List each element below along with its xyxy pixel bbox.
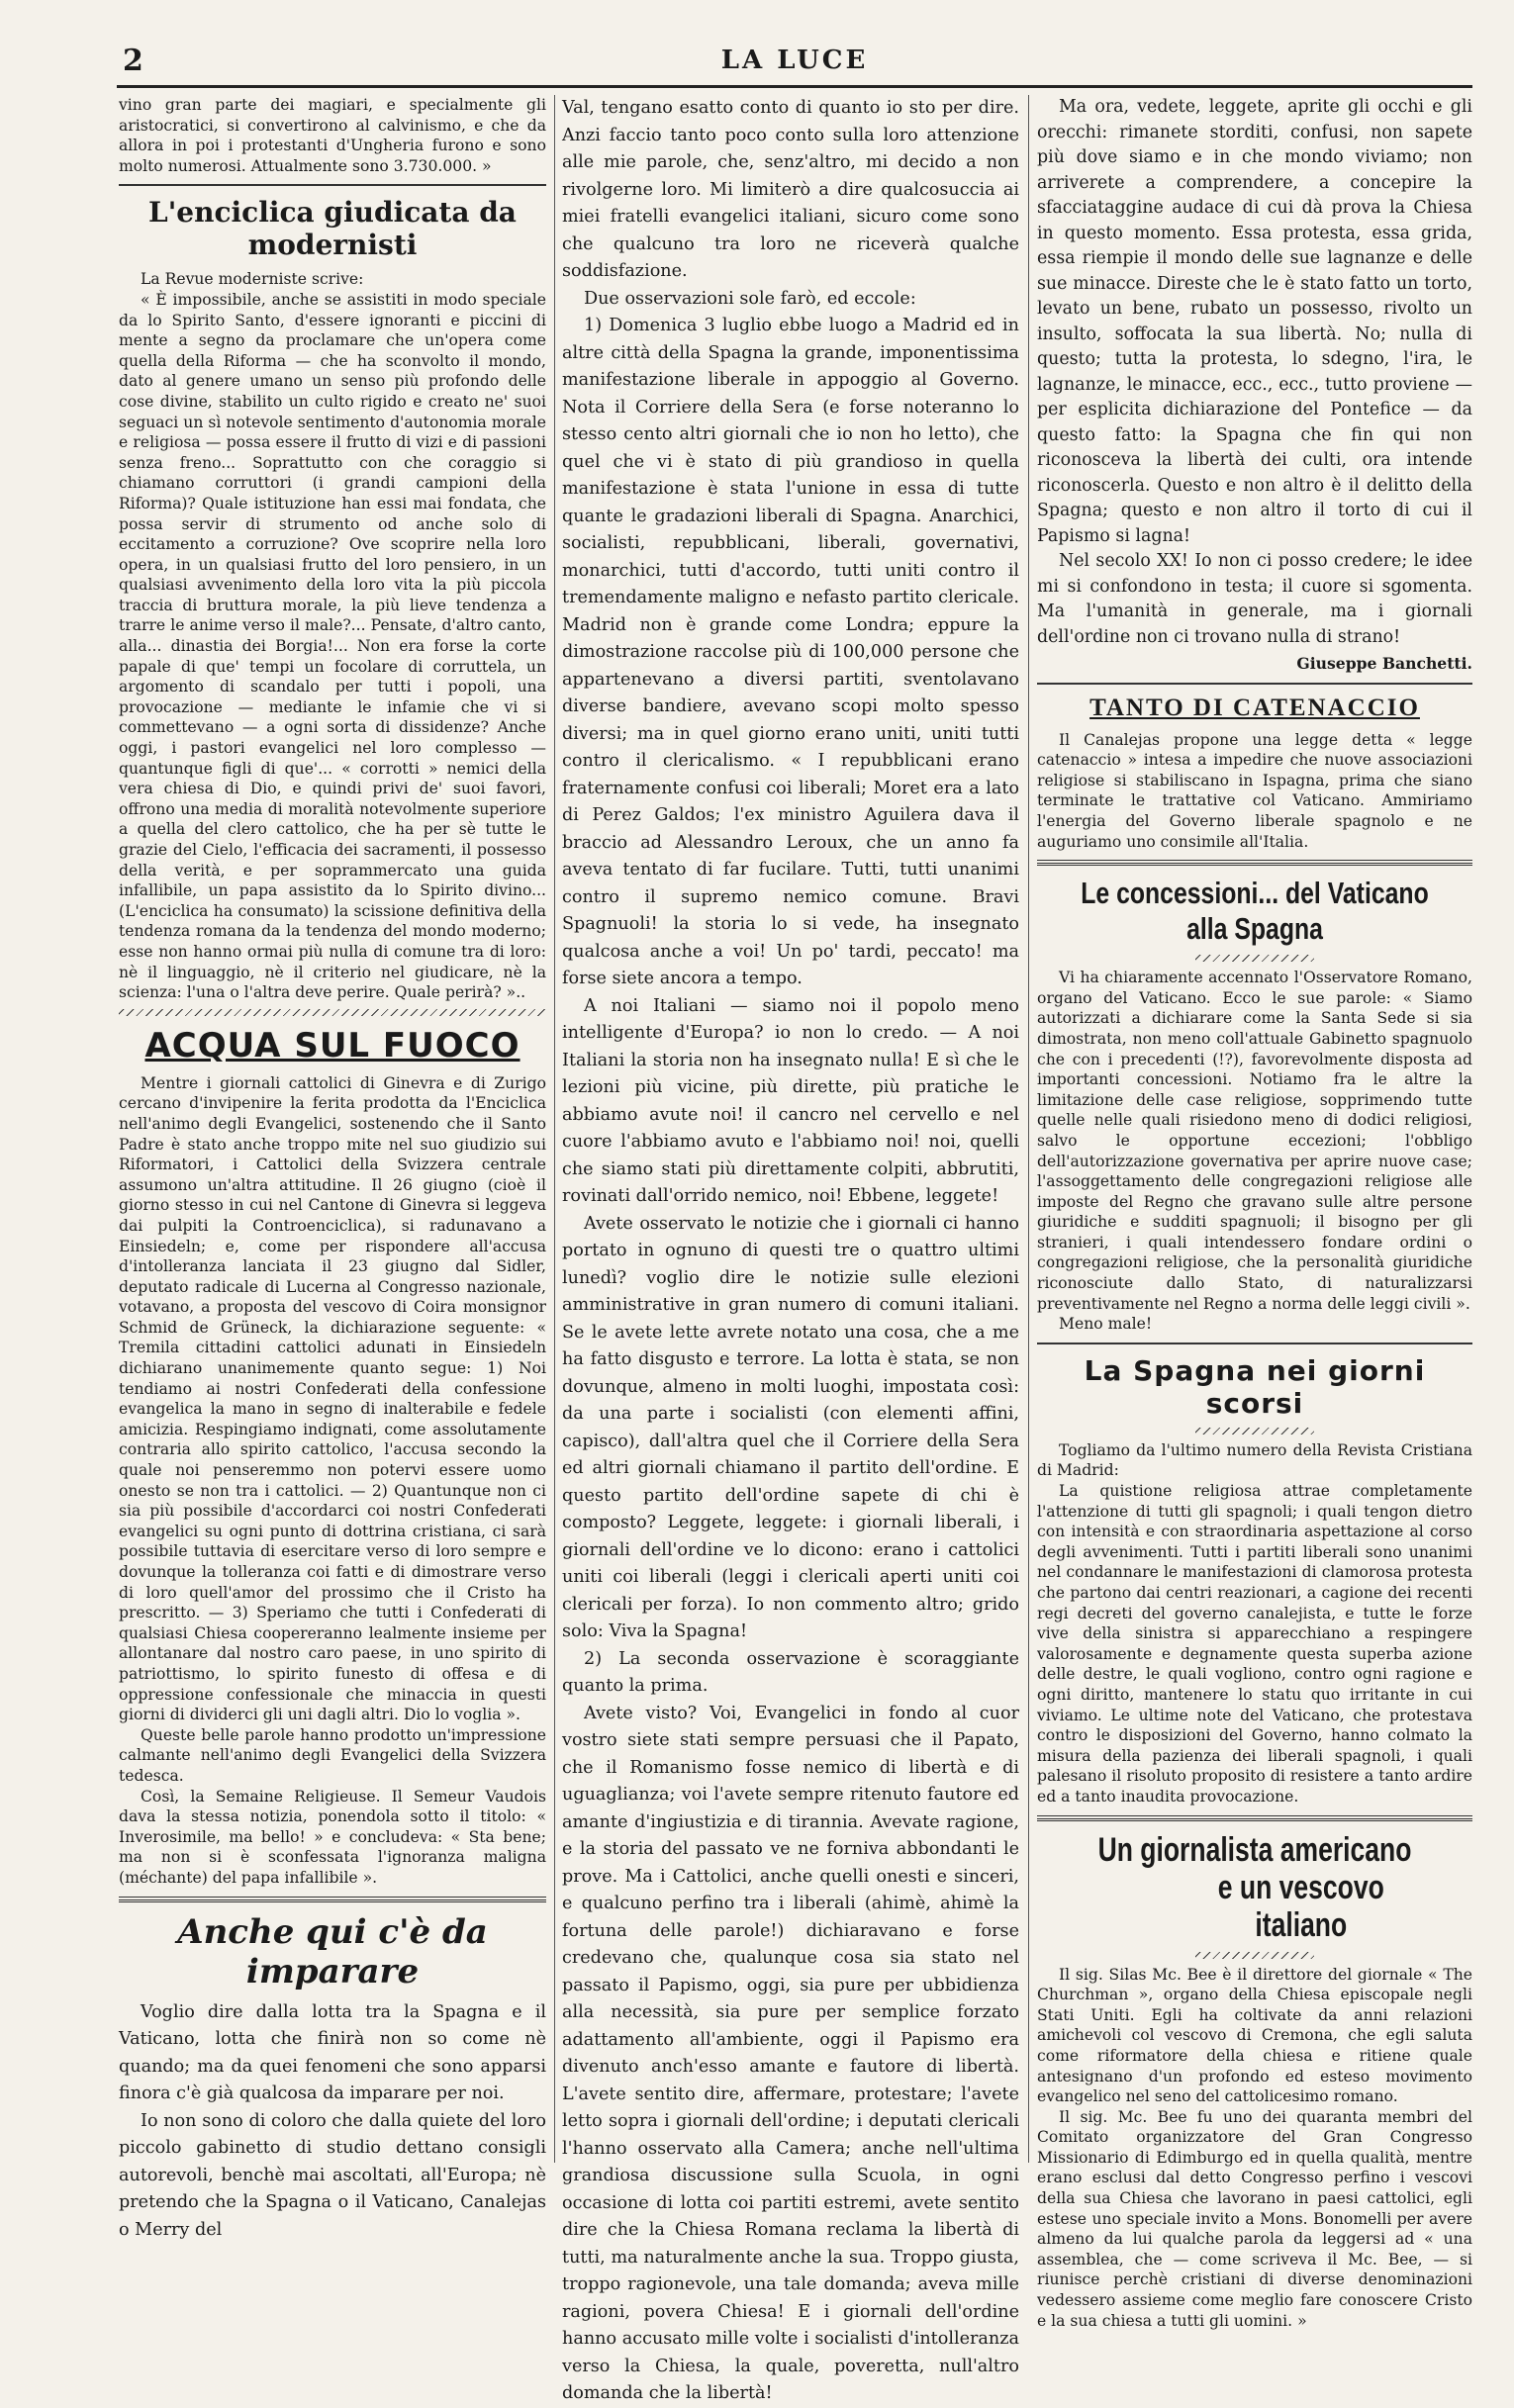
article-paragraph: Mentre i giornali cattolici di Ginevra e di Zurigo cercano d'invipenire la ferita prodotta da l'Enciclica nell'animo degli Evangelici, sostenendo che il Santo Padre è stato anche troppo mite nel suo giudizio sui Riformatori, i Cattolici della Svizzera centrale assumono un'altra attitudine. Il 26 giugno (cioè il giorno stesso in cui nel Cantone di Ginevra si leggeva dai pulpiti la Controenciclica), si radunavano a Einsiedeln; e, come per rispondere all'accusa d'intolleranza lanciata il 23 giugno dal Sidler, deputato radicale di Lucerna al Congresso nazionale, votavano, a proposta del vescovo di Coira monsignor Schmid de Grüneck, la dichiarazione seguente: « Tremila cittadini cattolici adunati in Einsiedeln dichiarano unanimemente quanto segue: 1) Noi tendiamo ai nostri Confederati della confessione evangelica la mano in segno di inalterabile e fedele amicizia. Respingiamo indignati, come assolutamente contraria allo spirito cattolico, l'accusa secondo la quale noi penseremmo non potervi essere uomo onesto se non tra i cattolici. — 2) Quantunque non ci sia più possibile d'accordarci coi nostri Confederati evangelici su ogni punto di dottrina cristiana, ci sarà possibile tuttavia di esercitare verso di loro sempre e dovunque la tolleranza coi fatti e di dimostrare verso di loro quell'amor del prossimo che il Cristo ha prescritto. — 3) Speriamo che tutti i Confederati di qualsiasi Chiesa coopereranno lealmente insieme per allontanare dal nostro caro paese, in uno spirito di patriottismo, lo spirito funesto di offesa e di oppressione confessionale che minaccia in questi giorni di dividerci gli uni dagli altri. Dio lo voglia ». [119,1073,546,1724]
column-divider-1 [554,95,555,2163]
article-paragraph: Avete visto? Voi, Evangelici in fondo al cuor vostro siete stati sempre persuasi che il Papato, che il Romanismo fosse nemico di libertà e di uguaglianza; voi l'avete sempre ritenuto fautore ed amante d'ingiustizia e di tirannia. Avevate ragione, e la storia del passato ve ne forniva abbondanti le prove. Ma i Cattolici, anche quelli onesti e sinceri, e qualcuno perfino tra i liberali (ahimè, ahimè la fortuna delle parole!) dichiaravano e forse credevano che, qualunque cosa sia stato nel passato il Papismo, oggi, sia pure per ubbidienza alla necessità, sia pure per semplice forzato adattamento all'ambiente, oggi il Papismo era divenuto anch'esso amante e fautore di libertà. L'avete sentito dire, affermare, protestare; l'avete letto sopra i giornali dell'ordine; i deputati clericali l'hanno osservato alla Camera; anche nell'ultima grandiosa discussione sulla Scuola, in ogni occasione di lotta coi partiti estremi, avete sentito dire che la Chiesa Romana reclama la libertà di tutti, ma naturalmente anche la sua. Troppo giusta, troppo ragionevole, una tale domanda; aveva mille ragioni, povera Chiesa! E i giornali dell'ordine hanno accusato mille volte i socialisti d'intolleranza verso la Chiesa, la quale, poveretta, null'altro domanda che la libertà! [562,1703,1019,2403]
section-rule [1037,683,1472,685]
article-imparare [119,1912,546,2245]
paper-name: LA LUCE [720,46,869,75]
article-paragraph: Voglio dire dalla lotta tra la Spagna e il Vaticano, lotta che finirà non so come nè quando; ma da quei fenomeni che sono apparsi finora c'è già qualcosa da imparare per noi. [119,2001,546,2103]
title-ornament [1195,1428,1314,1435]
article-title: Le concessioni... del Vaticano alla Spagna [1081,876,1429,947]
article-acqua [119,1026,546,1889]
column-3 [1037,95,1472,2330]
article-paragraph: Due osservazioni sole farò, ed eccole: [584,288,916,309]
section-rule [1037,1343,1472,1344]
article-title: ACQUA SUL FUOCO [144,1025,520,1065]
article-body: Il Canalejas propone una legge detta « legge catenaccio » intesa a impedire che nuove associazioni religiose si stabiliscano in Ispagna, prima che siano terminate le trattative col Vaticano. Ammiriamo l'energia del Governo liberale spagnolo e ne auguriamo uno consimile all'Italia. [1037,730,1472,851]
article-giornalista [1037,1831,1472,2332]
article-title: La Spagna nei giorni scorsi [1084,1353,1426,1420]
title-line-2: e un vescovo italiano [1217,1868,1384,1944]
intro-paragraph: vino gran parte dei magiari, e specialmente gli aristocratici, si convertirono al calvinismo, e che da allora in poi i protestanti d'Ungheria furono e sono molto numerosi. Attualmente sono 3.730.000. » [119,96,546,175]
column-1 [119,95,546,2240]
article-paragraph: Così, la Semaine Religieuse. Il Semeur Vaudois dava la stessa notizia, ponendola sotto il titolo: « Inverosimile, ma bello! » e concludeva: « Sta bene; ma non si è sconfessata l'ignoranza maligna (méchante) del papa infallibile ». [119,1787,546,1887]
article-title: Anche qui c'è da imparare [177,1911,488,1991]
article-paragraph: 1) Domenica 3 luglio ebbe luogo a Madrid ed in altre città della Spagna la grande, imponentissima manifestazione liberale in appoggio al Governo. Nota il Corriere della Sera (e forse noteranno lo stesso cento altri giornali che io non ho letto), che quel che vi è stato di più grandioso in quella manifestazione è stata l'unione in essa di tutte quante le gradazioni liberali di Spagna. Anarchici, socialisti, repubblicani, liberali, governativi, monarchici, tutti d'accordo, tutti uniti contro il tremendamente maligno e nefasto partito clericale. Madrid non è grande come Londra; eppure la dimostrazione raccolse più di 100,000 persone che appartenevano a diversi partiti, sventolavano diverse bandiere, avevano scopi molto spesso diversi; ma in quel giorno erano uniti, uniti tutti contro il clericalismo. « I repubblicani erano fraternamente confusi coi liberali; Moret era a lato di Perez Galdos; l'ex ministro Aguilera dava il braccio ad Alessandro Leroux, che un anno fa aveva tentato di far fucilare. Tutti, tutti unanimi contro il supremo nemico comune. Bravi Spagnuoli! la storia lo si vede, ha insegnato qualcosa anche a voi! Un po' tardi, peccato! ma forse siete ancora a tempo. [562,316,1019,988]
article-paragraph: Avete osservato le notizie che i giornali ci hanno portato in ognuno di questi tre o quattro ultimi lunedì? voglio dire le notizie sulle elezioni amministrative in gran numero di comuni italiani. Se le avete lette avrete notato una cosa, che a me ha fatto disgusto e terrore. La lotta è stata, se non dovunque, almeno in molti luoghi, impostata così: da una parte i socialisti (con elementi affini, capisco), dall'altra quel che il Corriere della Sera ed altri giornali chiamano il partito dell'ordine. E questo partito dell'ordine sapete di chi è composto? Leggete, leggete: i giornali liberali, i giornali dell'ordine ve lo dicono: erano i cattolici uniti coi liberali (leggi i clericali aperti uniti coi clericali per forza). Io non commento altro; grido solo: Viva la Spagna! [562,1213,1019,1641]
article-concessioni [1037,876,1472,1335]
article-closing: Meno male! [1059,1315,1153,1334]
article-body: La quistione religiosa attrae completamente l'attenzione di tutti gli spagnoli; i quali tengon dietro con intensità e con straordinaria aspettazione al corso degli avvenimenti. Tutti i partiti liberali sono unanimi nel condannare le manifestazioni di clamorosa protesta che partono dai centri reazionari, a cagione dei recenti regi decreti del governo canalejista, e tutte le forze vive della sinistra si apparecchiano a respingere valorosamente e degnamente questa superba azione delle destre, le quali vogliono, contro ogni ragione e ogni diritto, mantenere lo statu quo irritante in cui viviamo. Le ultime note del Vaticano, che protestava contro le disposizioni del Governo, hanno colmato la misura della pazienza dei liberali spagnoli, i quali palesano il risoluto proposito di resistere a tanto ardire ed a tanto inaudita provocazione. [1037,1482,1472,1806]
article-paragraph: Nel secolo XX! Io non ci posso credere; le idee mi si confondono in testa; il cuore si sgomenta. Ma l'umanità in generale, ma i giornali dell'ordine non ci trovano nulla di strano! [1037,551,1472,647]
article-paragraph: Io non sono di coloro che dalla quiete del loro piccolo gabinetto di studio dettano consigli autorevoli, benchè mai ascoltati, all'Europa; nè pretendo che la Spagna o il Vaticano, Canalejas o Merry del [119,2110,546,2240]
article-paragraph: Queste belle parole hanno prodotto un'impressione calmante nell'animo degli Evangelici della Svizzera tedesca. [119,1725,546,1785]
article-paragraph: Val, tengano esatto conto di quanto io sto per dire. Anzi faccio tanto poco conto sulla loro attenzione alle mie parole, che, senz'altro, mi decido a non rivolgerne loro. Mi limiterò a dire qualcosuccia ai miei fratelli evangelici italiani, sicuro come sono che qualcuno tra loro ne riceverà qualche soddisfazione. [562,98,1019,281]
article-title: TANTO DI CATENACCIO [1089,694,1420,721]
page-number: 2 [123,44,143,78]
article-spagna [1037,1354,1472,1807]
article-body: « È impossibile, anche se assistiti in modo speciale da lo Spirito Santo, d'essere ignoranti e piccini di mente a segno da proclamare che un'opera come quella della Riforma — che ha sconvolto il mondo, dato al genere umano un senso più profondo delle cose divine, stabilito un culto rigido e creato ne' suoi seguaci un sì notevole sentimento d'autonomia morale e religiosa — possa essere il frutto di vizi e di passioni senza freno... Soprattutto con che coraggio si chiamano corruttori (i grandi campioni della Riforma)? Quale istituzione han essi mai fondata, che possa servir di strumento od anche solo di eccitamento a corruzione? Ove scoprire nella loro opera, in un qualsiasi frutto del loro pensiero, in un qualsiasi avvenimento della loro vita la più piccola traccia di bruttura morale, la più lieve tendenza a trarre le anime verso il male?... Pensate, d'altro canto, alla... dinastia dei Borgia!... Non era forse la corte papale di que' tempi un focolare di corruttela, un argomento di scandalo per tutti i popoli, una provocazione — mediante le infamie che vi si commettevano — a ogni sorta di dissidenze? Anche oggi, i pastori evangelici nel loro complesso — quantunque figli di que'... « corrotti » nemici della vera chiesa di Dio, e quindi privi de' suoi favori, offrono una media di moralità notevolmente superiore a quella del clero cattolico, che ha per sè tutte le grazie del Cielo, l'efficacia dei sacramenti, il possesso della verità, e per soprammercato una guida infallibile, un papa assistito da lo Spirito divino... (L'enciclica ha consumato) la scissione definitiva della tendenza romana da la tendenza del mondo moderno; esse non hanno ormai più nulla di comune tra di loro: nè il linguaggio, nè il criterio nel giudicare, nè la scienza: l'una o l'altra deve perire. Quale perirà? ».. [119,290,546,1002]
column-2 [562,95,1019,2403]
article-enciclica [119,196,546,1002]
article-title: L'enciclica giudicata da modernisti [148,196,517,262]
title-line-1: Un giornalista americano [1097,1830,1412,1869]
article-lead: Togliamo da l'ultimo numero della Revista Cristiana di Madrid: [1037,1440,1472,1480]
section-divider [119,1009,546,1016]
title-ornament [1195,1952,1314,1959]
article-lead: La Revue moderniste scrive: [141,270,364,289]
section-rule [119,184,546,186]
author-signature: Giuseppe Banchetti. [1296,654,1472,673]
article-continuation [1037,95,1472,675]
article-paragraph: A noi Italiani — siamo noi il popolo meno intelligente d'Europa? io non lo credo. — A noi Italiani la storia non ha insegnato nulla! E sì che le lezioni più vicine, più dirette, più pratiche le abbiamo avute noi! il cancro nel cervello e nel cuore l'abbiamo avuto e l'abbiamo noi! noi, quelli che siamo stati più direttamente colpiti, abbrutiti, rovinati dall'orrido nemico, noi! Ebbene, leggete! [562,995,1019,1206]
article-body: Vi ha chiaramente accennato l'Osservatore Romano, organo del Vaticano. Ecco le sue parole: « Siamo autorizzati a dichiarare come la Santa Sede si sia dimostrata, non meno coll'attuale Gabinetto spagnuolo che con i precedenti (!?), favorevolmente disposta ad importanti concessioni. Notiamo fra le altre la limitazione delle case religiose, sopprimendo tutte quelle nelle quali risiedono meno di dodici religiosi, salvo le opportune eccezioni; l'obbligo dell'autorizzazione governativa per aprire nuove case; l'assoggettamento delle congregazioni religiose alle imposte del Regno che gravano sulle altre persone giuridiche e sudditi spagnuoli; il bisogno per gli stranieri, i quali intendessero fondare ordini o congregazioni religiose, che la personalità giuridiche riconosciute dallo Stato, di naturalizzarsi preventivamente nel Regno a norma delle leggi civili ». [1037,969,1472,1313]
section-divider [119,1897,546,1902]
article-paragraph: Il sig. Mc. Bee fu uno dei quaranta membri del Comitato organizzatore del Gran Congresso Missionario di Edimburgo ed in quella qualità, mentre erano esclusi dal detto Congresso perfino i vescovi della sua Chiesa che lavorano in paesi cattolici, egli estese uno speciale invito a Mons. Bonomelli per avere almeno da lui qualche parola da leggersi ad « una assemblea, che — come scriveva il Mc. Bee, — si riunisce perchè cristiani di diverse denominazioni vedessero assieme come meglio fare conoscere Cristo e la sua chiesa a tutti gli uomini. » [1037,2107,1472,2330]
column-divider-2 [1028,95,1029,2163]
section-divider [1037,1815,1472,1821]
article-paragraph: Il sig. Silas Mc. Bee è il direttore del giornale « The Churchman », organo della Chiesa episcopale negli Stati Uniti. Egli ha coltivate da anni relazioni amichevoli col vescovo di Cremona, che egli saluta come riformatore della chiesa e ritiene quale antesignano d'un profondo ed esteso movimento evangelico nel seno del cattolicesimo romano. [1037,1965,1472,2106]
section-divider [1037,860,1472,866]
article-title [1085,1831,1424,1944]
article-paragraph: 2) La seconda osservazione è scoraggiante quanto la prima. [562,1648,1019,1696]
masthead [117,40,1472,88]
article-paragraph: Ma ora, vedete, leggete, aprite gli occhi e gli orecchi: rimanete storditi, confusi, non sapete più dove siamo e in che mondo viviamo; non arriverete a comprendere, a concepire la sfacciataggine audace di cui dà prova la Chiesa in questo momento. Essa protesta, essa grida, essa riempie il mondo delle sue lagnanze e delle sue minacce. Direste che le è stato fatto un torto, levato un bene, rubato un possesso, rivolto un insulto, soffocata la sua libertà. No; nulla di questo; tutta la protesta, lo sdegno, l'ira, le lagnanze, le minacce, ecc., ecc., tutto proviene — per esplicita dichiarazione del Pontefice — da questo fatto: la Spagna che fin qui non riconosceva la libertà dei culti, ora intende riconoscerla. Questo e non altro è il delitto della Spagna; questo e non altro il torto di cui il Papismo si lagna! [1037,97,1472,546]
title-ornament [1195,955,1314,962]
article-catenaccio [1037,695,1472,853]
